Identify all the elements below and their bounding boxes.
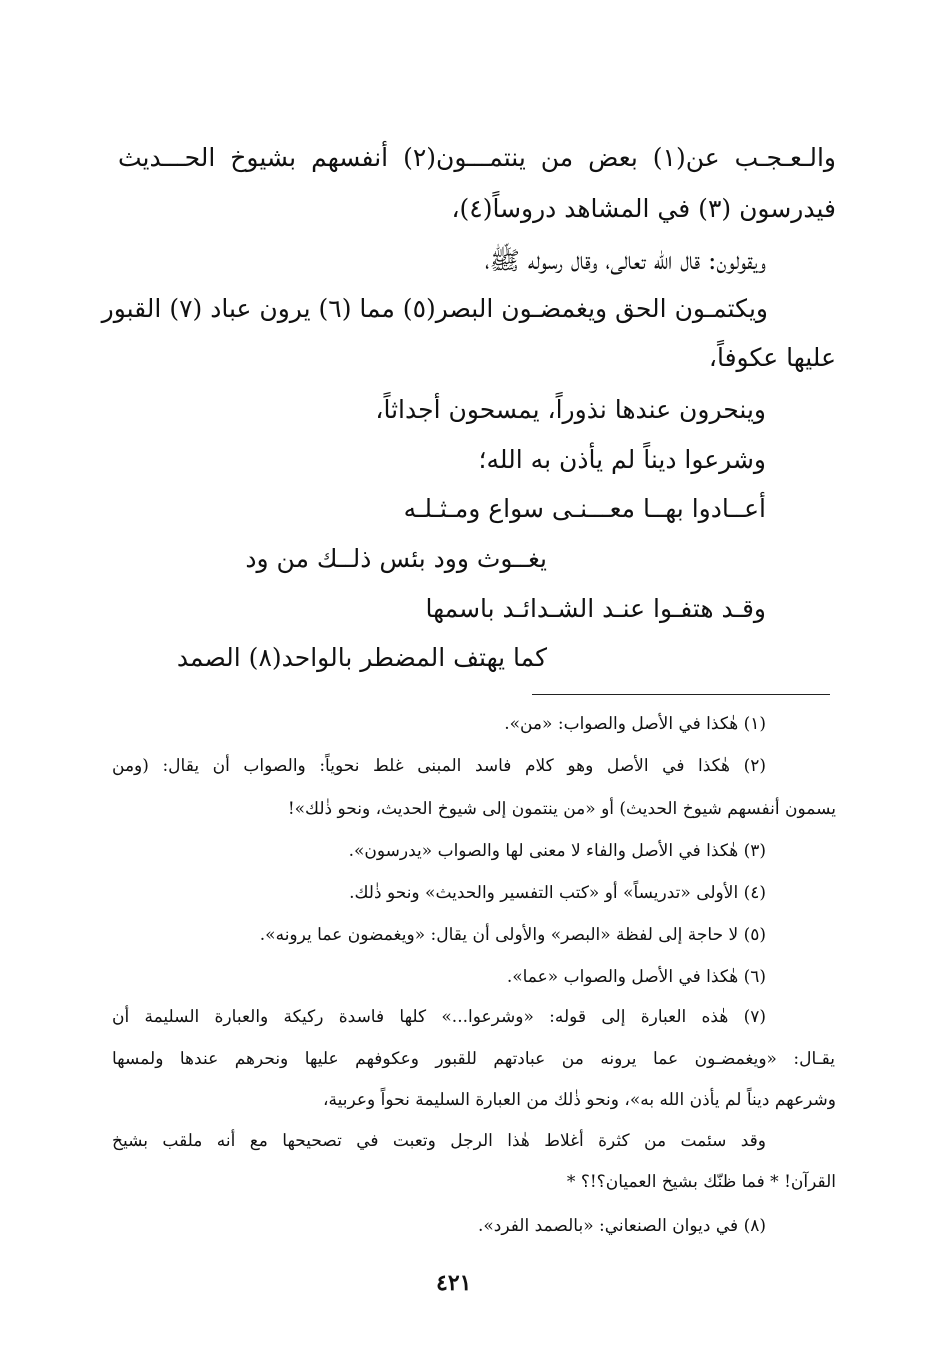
footnote-6: (٦) هٰكذا في الأصل والصواب «عما». [506,967,766,987]
footnote-7-line-3: وشرعهم ديناً لم يأذن الله به»، ونحو ذٰلك من العبارة السليمة نحواً وعربية، [323,1090,836,1110]
footnote-4: (٤) الأولى «تدريساً» أو «كتب التفسير والحديث» ونحو ذٰلك. [349,883,766,903]
verse-1-first: أعــادوا بهــا معـــنـى سواع ومـثـلـه [403,494,766,523]
page-number: ٤٢١ [436,1270,472,1296]
footnote-1: (١) هٰكذا في الأصل والصواب: «من». [504,714,766,734]
main-line-5: عليها عكوفاً، [708,343,836,372]
main-line-3: ويقولون: قال الله تعالى، وقال رسوله ﷺ، [484,246,766,275]
footnote-7-line-5: القرآن! * فما ظنّك بشيخ العميان؟!؟ * [566,1172,836,1192]
main-line-4: ويكتمـون الحق ويغمضـون البصر(٥) مما (٦) يرون عباد (٧) القبور [101,294,768,323]
footnote-5: (٥) لا حاجة إلى لفظة «البصر» والأولى أن يقال: «ويغمضون عما يرونه». [259,925,766,945]
main-line-1: والـعـجـب عن(١) بعض من ينتمـــون(٢) أنفسهم بشيوخ الحـــديث [118,143,836,172]
verse-2-second: كما يهتف المضطر بالواحد(٨) الصمد [176,643,547,672]
footnote-3: (٣) هٰكذا في الأصل والفاء لا معنى لها والصواب «يدرسون». [348,841,766,861]
footnote-2-line-1: (٢) هٰكذا في الأصل وهو كلام فاسد المبنى غلط نحوياً: والصواب أن يقال: (ومن [112,756,766,776]
verse-1-second: يغــوث وود بئس ذلــك من ود [245,544,547,573]
footnote-7-line-2: يقـال: «ويغمضـون عما يرونه من عبادتهم للقبور وعكوفهم عليها ونحرهم عندها ولمسها [112,1049,835,1069]
footnote-7-line-1: (٧) هٰذه العبارة إلى قوله: «وشرعوا...» كلها فاسدة ركيكة والعبارة السليمة أن [112,1007,766,1027]
main-line-2: فيدرسون (٣) في المشاهد دروساً(٤)، [451,194,836,223]
footnote-8: (٨) في ديوان الصنعاني: «بالصمد الفرد». [477,1216,766,1236]
main-line-7: وشرعوا ديناً لم يأذن به الله؛ [478,445,766,474]
verse-2-first: وقـد هتفـوا عنـد الشـدائـد باسمها [425,594,766,623]
main-line-6: وينحرون عندها نذوراً، يمسحون أجداثاً، [375,395,766,424]
footnote-2-line-2: يسمون أنفسهم شيوخ الحديث) أو «من ينتمون إلى شيوخ الحديث، ونحو ذٰلك»! [287,799,836,819]
footnote-7-line-4: وقد سئمت من كثرة أغلاط هٰذا الرجل وتعبت في تصحيحها مع أنه ملقب بشيخ [112,1131,766,1151]
footnote-separator [532,694,830,695]
